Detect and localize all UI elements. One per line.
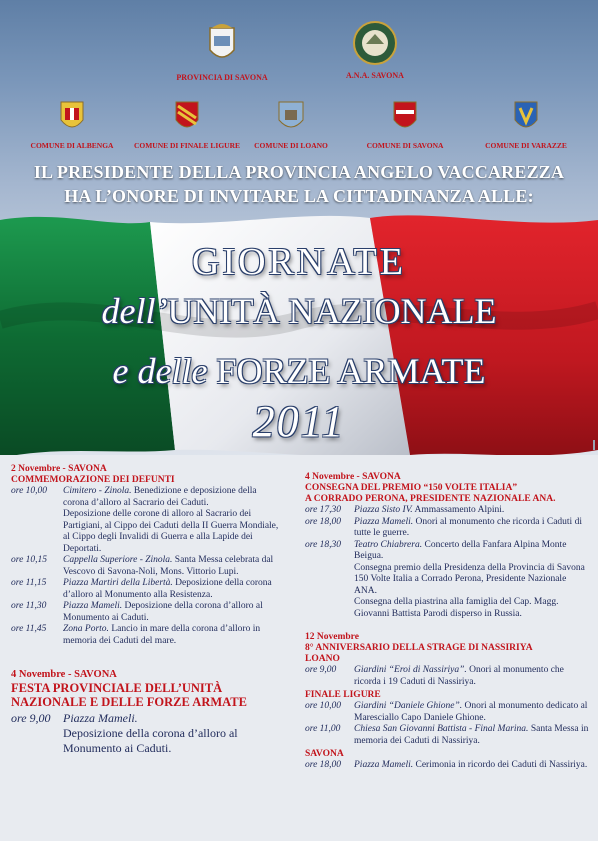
schedule-description: Santa Messa celebrata dal Vescovo di Savona-Noli, Mons. Vittorio Lupi. <box>63 555 274 577</box>
logo-label: COMUNE DI LOANO <box>254 141 328 150</box>
schedule-place: Giardini “Eroi di Nassiriya”. <box>354 665 467 675</box>
right-column <box>305 472 589 772</box>
varazze-crest-icon <box>511 96 541 136</box>
albenga-crest-icon <box>57 96 87 136</box>
savona-crest-icon <box>390 96 420 136</box>
schedule-item <box>305 701 589 724</box>
schedule-time: ore 10,00 <box>305 701 342 711</box>
schedule-item <box>305 597 589 620</box>
schedule-text <box>354 540 589 563</box>
schedule-description: Deposizione della corona d’alloro al Monumento alla Resistenza. <box>63 578 272 600</box>
title-line-2 <box>0 290 598 332</box>
schedule-time: ore 9,00 <box>305 665 337 675</box>
schedule-description: Lancio in mare della corona d’alloro in memoria dei Caduti del mare. <box>63 624 261 646</box>
schedule-text <box>63 578 283 601</box>
title-line-3 <box>0 350 598 392</box>
schedule-place: Piazza Mameli. <box>354 760 414 770</box>
right-s1-heading-2: A CORRADO PERONA, PRESIDENTE NAZIONALE ANA. <box>305 494 556 504</box>
loano-logo <box>246 96 336 150</box>
invite-line-2: HA L’ONORE DI INVITARE LA CITTADINANZA ALLE: <box>64 186 534 206</box>
right-s2-date: 12 Novembre <box>305 632 359 642</box>
savona-logo <box>360 96 450 150</box>
schedule-place: Teatro Chiabrera. <box>354 539 423 550</box>
schedule-item <box>305 517 589 540</box>
right-s2-heading: 8° ANNIVERSARIO DELLA STRAGE DI NASSIRIYA <box>305 643 533 653</box>
right-s2-finale-items <box>305 701 589 747</box>
schedule-description: Deposizione delle corone di alloro al Sacrario dei Partigiani, al Cippo dei Caduti della II Guerra Mondiale, al Cippo degli Invalidi di Guerra e alla Lapide dei Deportati. <box>63 509 279 554</box>
left-s2-date: 4 Novembre - SAVONA <box>11 669 117 680</box>
schedule-item <box>11 555 283 578</box>
right-s2-loc-loano: LOANO <box>305 654 340 664</box>
schedule-text <box>354 701 589 724</box>
left-s2-heading-1: FESTA PROVINCIALE DELL’UNITÀ <box>11 681 223 695</box>
schedule-item <box>305 665 589 688</box>
right-s2-savona-items <box>305 760 589 772</box>
albenga-logo <box>22 96 122 150</box>
schedule-description: Onori al monumento che ricorda i Caduti di tutte le guerre. <box>354 516 582 538</box>
logo-label: COMUNE DI FINALE LIGURE <box>133 141 241 150</box>
schedule-place: Zona Porto. <box>63 624 109 634</box>
logo-label: COMUNE DI SAVONA <box>366 141 444 150</box>
schedule-text <box>63 555 283 578</box>
schedule-place: Cimitero - Zinola. <box>63 486 132 496</box>
ana-savona-badge-icon <box>352 20 398 66</box>
schedule-text <box>63 509 283 555</box>
schedule-item <box>11 509 283 555</box>
schedule-time: ore 18,30 <box>305 539 342 550</box>
schedule-place: Cappella Superiore - Zinola. <box>63 555 173 565</box>
schedule-description: Consegna premio della Presidenza della Provincia di Savona 150 Volte Italia a Corrado Perona, Presidente Nazionale ANA. <box>354 562 585 596</box>
schedule-place: Piazza Martiri della Libertà. <box>63 578 173 588</box>
right-s1-items <box>305 505 589 620</box>
schedule-item <box>305 505 589 517</box>
schedule-time: ore 11,00 <box>305 724 341 734</box>
schedule-description: Onori al monumento dedicato al Maresciallo Capo Daniele Ghione. <box>354 701 588 723</box>
right-s2-loano-items <box>305 665 589 688</box>
side-mark <box>593 440 595 450</box>
schedule-item <box>11 486 283 509</box>
right-s1-heading-1: CONSEGNA DEL PREMIO “150 VOLTE ITALIA” <box>305 483 518 493</box>
right-s1-date: 4 Novembre - SAVONA <box>305 472 401 482</box>
left-s2-heading-2: NAZIONALE E DELLE FORZE ARMATE <box>11 695 247 709</box>
schedule-text <box>354 597 589 620</box>
schedule-time: ore 18,00 <box>305 760 342 770</box>
left-s2-text: Deposizione della corona d’alloro al Monumento ai Caduti. <box>63 726 238 755</box>
schedule-item <box>11 578 283 601</box>
logo-label: PROVINCIA DI SAVONA <box>176 73 268 82</box>
provincia-savona-crest-icon <box>204 20 240 68</box>
invite-line-1: IL PRESIDENTE DELLA PROVINCIA ANGELO VACCAREZZA <box>33 162 565 182</box>
schedule-description: Cerimonia in ricordo dei Caduti di Nassiriya. <box>413 760 588 770</box>
schedule-place: Piazza Mameli. <box>354 516 414 527</box>
varazze-logo <box>478 96 574 150</box>
left-s2-time: ore 9,00 <box>11 711 51 725</box>
schedule-description: Benedizione e deposizione della corona d’alloro al Sacrario dei Caduti. <box>63 486 257 508</box>
left-s1-items <box>11 486 283 647</box>
finale-ligure-crest-icon <box>172 96 202 136</box>
schedule-time: ore 11,30 <box>11 601 47 611</box>
left-s1-date: 2 Novembre - SAVONA <box>11 464 107 474</box>
right-s2-loc-finale: FINALE LIGURE <box>305 690 381 700</box>
schedule-place: Piazza Sisto IV. <box>354 505 413 515</box>
schedule-text <box>63 601 283 624</box>
schedule-description: Concerto della Fanfara Alpina Monte Beigua. <box>354 539 567 561</box>
finale-logo <box>132 96 242 150</box>
title-forze-armate: FORZE ARMATE <box>216 351 486 391</box>
logo-label: COMUNE DI ALBENGA <box>30 141 114 150</box>
title-year: 2011 <box>252 397 346 446</box>
title-unita-nazionale: UNITÀ NAZIONALE <box>167 291 497 331</box>
provincia-logo <box>162 20 282 82</box>
schedule-item <box>305 563 589 598</box>
schedule-description: Ammassamento Alpini. <box>412 505 505 515</box>
schedule-time: ore 11,15 <box>11 578 47 588</box>
schedule-time: ore 17,30 <box>305 505 342 515</box>
schedule-text <box>354 760 589 772</box>
schedule-item <box>305 540 589 563</box>
schedule-place: Giardini “Daniele Ghione”. <box>354 701 463 711</box>
schedule-time: ore 18,00 <box>305 516 342 527</box>
logo-label: COMUNE DI VARAZZE <box>485 141 567 150</box>
schedule-item <box>305 760 589 772</box>
schedule-text <box>63 486 283 509</box>
schedule-text <box>63 624 283 647</box>
schedule-text <box>354 724 589 747</box>
schedule-description: Santa Messa in memoria dei Caduti di Nassiriya. <box>354 724 589 746</box>
schedule-text <box>354 505 589 517</box>
schedule-text <box>354 517 589 540</box>
title-dell: dell’ <box>101 291 168 331</box>
left-column <box>11 464 283 756</box>
schedule-time: ore 10,15 <box>11 555 48 565</box>
right-s2-loc-savona: SAVONA <box>305 749 344 759</box>
schedule-description: Onori al monumento che ricorda i 19 Caduti di Nassiriya. <box>354 665 564 687</box>
schedule-item <box>11 624 283 647</box>
schedule-description: Deposizione della corona d’alloro al Monumento ai Caduti. <box>63 601 263 623</box>
left-s1-heading: COMMEMORAZIONE DEI DEFUNTI <box>11 475 175 485</box>
ana-logo <box>320 20 430 80</box>
schedule-text <box>354 665 589 688</box>
left-s2-item <box>11 711 283 756</box>
schedule-time: ore 11,45 <box>11 624 47 634</box>
schedule-place: Chiesa San Giovanni Battista - Final Marina. <box>354 724 529 734</box>
schedule-item <box>11 601 283 624</box>
schedule-text <box>354 563 589 598</box>
schedule-place: Piazza Mameli. <box>63 601 123 611</box>
schedule-time: ore 10,00 <box>11 486 48 496</box>
title-e-delle: e delle <box>112 351 217 391</box>
loano-crest-icon <box>274 96 308 136</box>
schedule-description: Consegna della piastrina alla famiglia del Cap. Magg. Giovanni Battista Parodi disperso in Russia. <box>354 597 559 619</box>
left-s2-place: Piazza Mameli. <box>63 711 138 725</box>
logo-label: A.N.A. SAVONA <box>346 71 404 80</box>
schedule-item <box>305 724 589 747</box>
title-giornate: GIORNATE <box>192 241 406 283</box>
